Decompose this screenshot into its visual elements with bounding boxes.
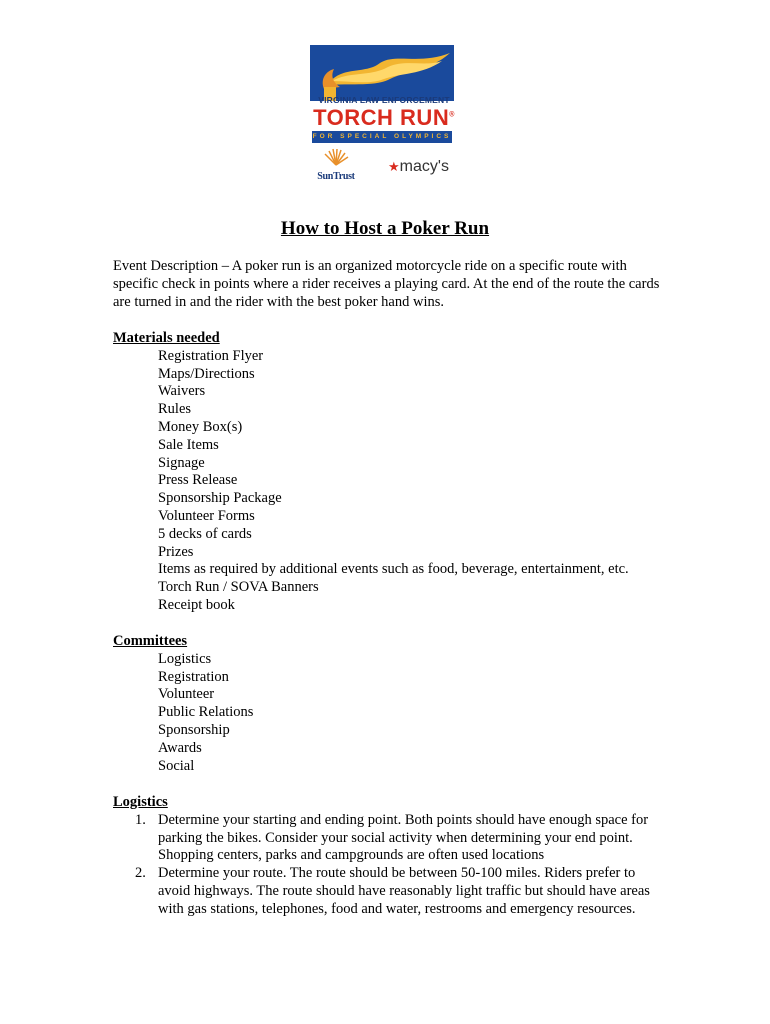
logo-torch-run-text: TORCH RUN bbox=[313, 105, 450, 130]
list-item: Logistics bbox=[158, 650, 212, 667]
item-number: 2. bbox=[135, 865, 146, 882]
list-item: Items as required by additional events such as food, beverage, entertainment, etc. bbox=[158, 561, 629, 578]
list-item: Sponsorship Package bbox=[158, 490, 282, 507]
materials-heading: Materials needed bbox=[113, 330, 220, 346]
list-item: Receipt book bbox=[158, 596, 235, 613]
logo-tagline: FOR SPECIAL OLYMPICS bbox=[312, 131, 452, 143]
macys-wordmark: macy's bbox=[399, 158, 449, 175]
star-icon: ★ bbox=[388, 159, 400, 174]
list-item: Public Relations bbox=[158, 704, 254, 721]
list-item bbox=[113, 865, 658, 918]
list-item: Money Box(s) bbox=[158, 418, 243, 435]
list-item: Signage bbox=[158, 454, 205, 471]
list-item: 5 decks of cards bbox=[158, 525, 252, 542]
list-item: Registration Flyer bbox=[158, 347, 264, 364]
list-item: Press Release bbox=[158, 472, 238, 489]
list-item: Registration bbox=[158, 668, 229, 685]
logo-torch-run bbox=[310, 105, 458, 131]
list-item: Social bbox=[158, 757, 195, 774]
macys-logo bbox=[388, 158, 449, 176]
committees-list bbox=[113, 651, 713, 776]
list-item: Awards bbox=[158, 739, 202, 756]
materials-section bbox=[113, 330, 713, 615]
list-item: Sale Items bbox=[158, 436, 219, 453]
list-item: Torch Run / SOVA Banners bbox=[158, 579, 319, 596]
sponsor-logos bbox=[308, 148, 468, 182]
page-title: How to Host a Poker Run bbox=[280, 218, 490, 239]
committees-heading: Committees bbox=[113, 633, 188, 649]
list-item: Volunteer bbox=[158, 686, 215, 703]
list-item: Rules bbox=[158, 401, 192, 418]
item-text: Determine your starting and ending point. Both points should have enough space for parking the bikes. Consider your social activity when determining your end point. Shopping centers, parks and campgrounds are often used locations bbox=[158, 811, 649, 864]
logistics-list bbox=[113, 812, 713, 919]
item-text: Determine your route. The route should be between 50-100 miles. Riders prefer to avoid highways. The route should have reasonably light traffic but should have areas with gas stations, telephones, food and water, restrooms and emergency resources. bbox=[158, 865, 650, 917]
torch-run-logo bbox=[310, 45, 458, 143]
item-number: 1. bbox=[135, 811, 146, 828]
suntrust-wordmark: SunTrust bbox=[317, 171, 355, 182]
sun-icon bbox=[321, 148, 351, 166]
list-item: Sponsorship bbox=[158, 721, 230, 738]
registered-mark: ® bbox=[449, 111, 455, 119]
list-item: Volunteer Forms bbox=[158, 507, 255, 524]
list-item: Prizes bbox=[158, 543, 194, 560]
list-item bbox=[113, 812, 658, 865]
logistics-heading: Logistics bbox=[113, 794, 168, 810]
materials-list bbox=[113, 348, 713, 615]
suntrust-logo bbox=[308, 148, 364, 182]
list-item: Waivers bbox=[158, 383, 206, 400]
list-item: Maps/Directions bbox=[158, 365, 255, 382]
logo-org-name: VIRGINIA LAW ENFORCEMENT bbox=[318, 95, 450, 105]
event-description: Event Description – A poker run is an organized motorcycle ride on a specific route with specific check in points where a rider receives a playing card. At the end of the route the cards are turned in and the rider with the best poker hand wins. bbox=[113, 258, 660, 310]
committees-section bbox=[113, 633, 713, 775]
logistics-section bbox=[113, 794, 713, 919]
